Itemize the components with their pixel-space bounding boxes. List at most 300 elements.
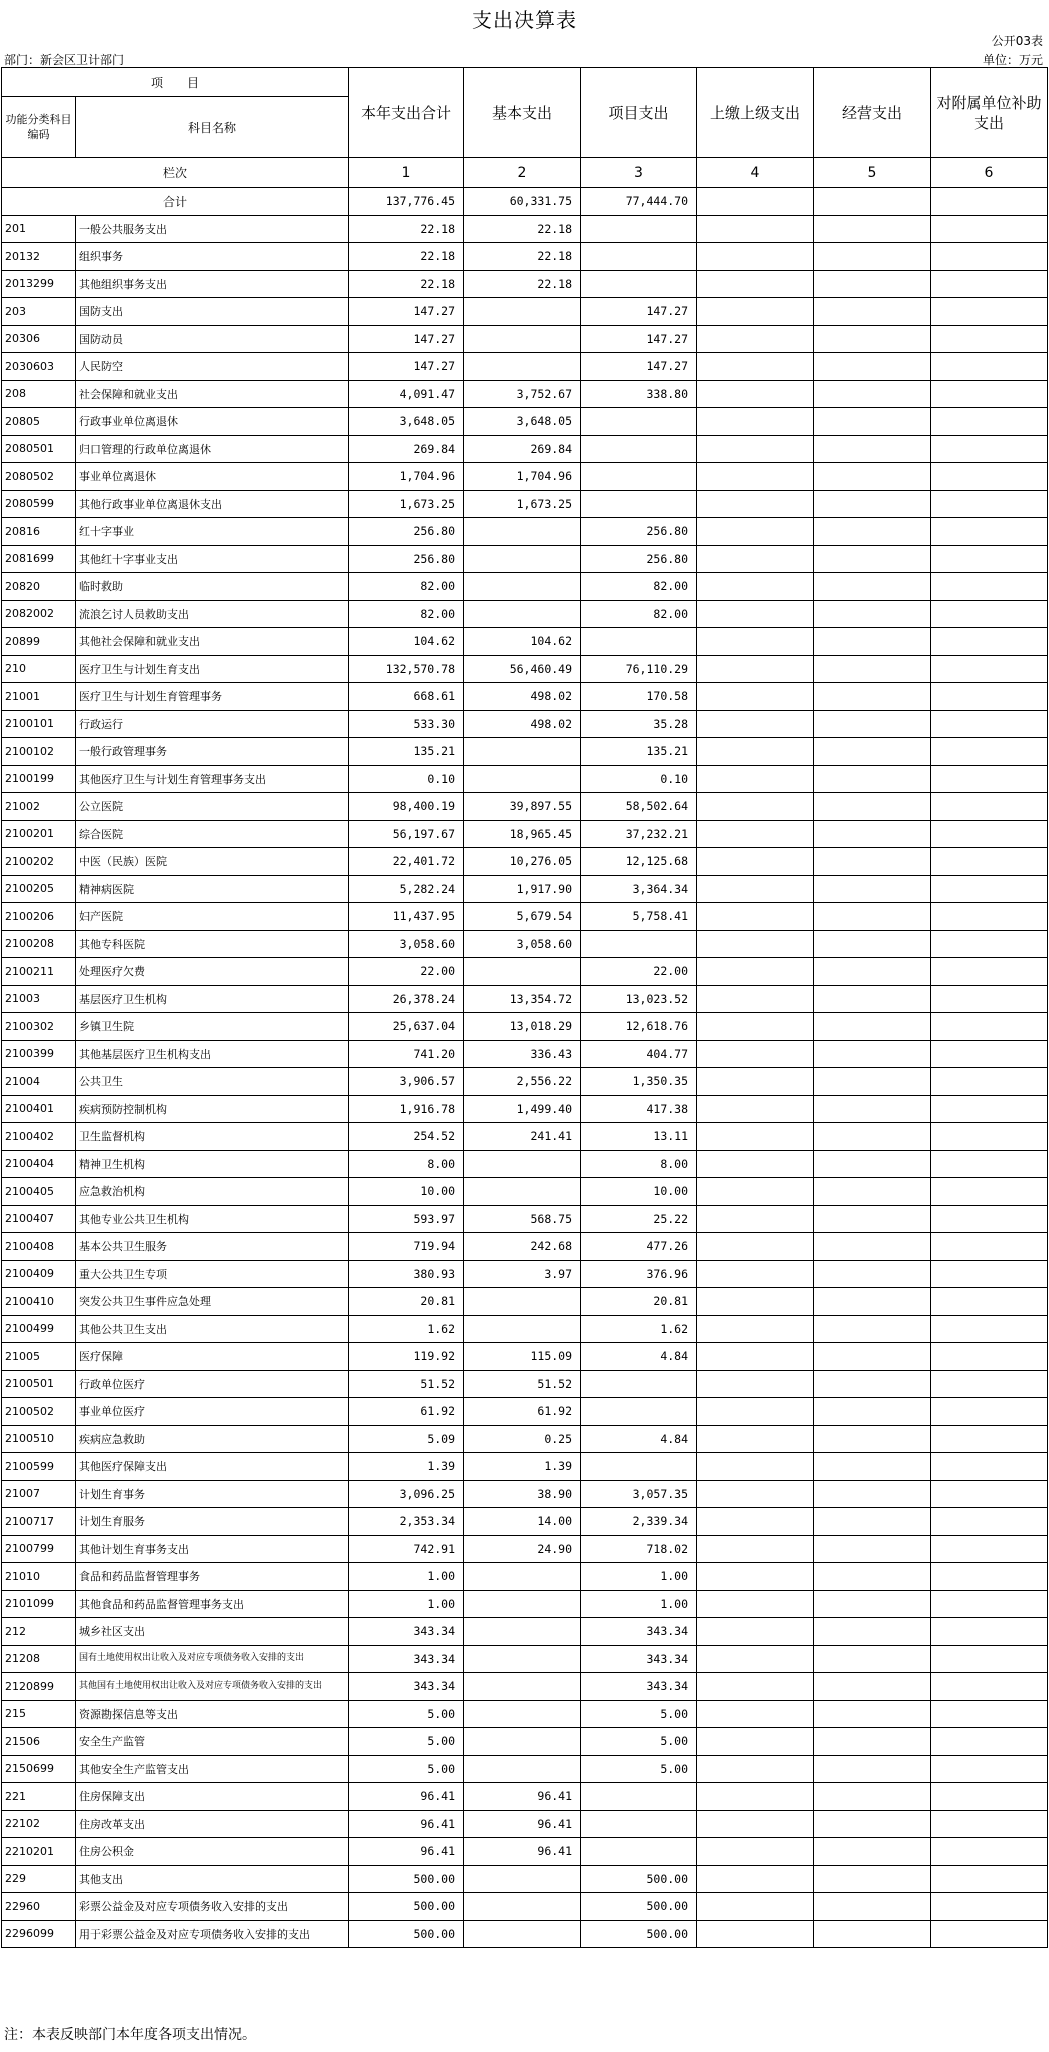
- empty-cell: [931, 1425, 1048, 1453]
- empty-cell: [697, 1865, 814, 1893]
- code-cell: 2100402: [2, 1123, 76, 1151]
- project-cell: 1.00: [581, 1590, 697, 1618]
- total-cell: 1,673.25: [349, 490, 464, 518]
- empty-cell: [931, 380, 1048, 408]
- empty-cell: [814, 1178, 931, 1206]
- name-cell: 行政事业单位离退休: [76, 408, 349, 436]
- name-cell: 计划生育事务: [76, 1480, 349, 1508]
- basic-cell: 241.41: [464, 1123, 581, 1151]
- total-cell: 343.34: [349, 1673, 464, 1701]
- empty-cell: [931, 518, 1048, 546]
- basic-cell: 13,018.29: [464, 1013, 581, 1041]
- code-cell: 2100302: [2, 1013, 76, 1041]
- project-cell: 58,502.64: [581, 793, 697, 821]
- table-row: [2, 848, 1048, 876]
- empty-cell: [814, 1590, 931, 1618]
- project-cell: 343.34: [581, 1673, 697, 1701]
- name-cell: 其他计划生育事务支出: [76, 1535, 349, 1563]
- table-number: 公开03表: [991, 34, 1043, 48]
- project-cell: 256.80: [581, 545, 697, 573]
- empty-cell: [814, 545, 931, 573]
- basic-cell: 10,276.05: [464, 848, 581, 876]
- empty-cell: [697, 683, 814, 711]
- table-row: [2, 1590, 1048, 1618]
- code-cell: 229: [2, 1865, 76, 1893]
- total-cell: 500.00: [349, 1865, 464, 1893]
- empty-cell: [931, 600, 1048, 628]
- name-cell: 住房改革支出: [76, 1810, 349, 1838]
- empty-cell: [697, 1645, 814, 1673]
- empty-cell: [697, 270, 814, 298]
- total-cell: 135.21: [349, 738, 464, 766]
- code-cell: 21005: [2, 1343, 76, 1371]
- total-cell: 96.41: [349, 1810, 464, 1838]
- empty-cell: [931, 1865, 1048, 1893]
- table-row: [2, 985, 1048, 1013]
- total-cell: 254.52: [349, 1123, 464, 1151]
- total-cell: 22.18: [349, 243, 464, 271]
- empty-cell: [814, 1343, 931, 1371]
- empty-cell: [697, 1673, 814, 1701]
- name-cell: 其他国有土地使用权出让收入及对应专项债务收入安排的支出: [76, 1673, 349, 1701]
- table-row: [2, 958, 1048, 986]
- empty-cell: [697, 1040, 814, 1068]
- table-row: [2, 1700, 1048, 1728]
- project-cell: 376.96: [581, 1260, 697, 1288]
- basic-cell: [464, 545, 581, 573]
- basic-cell: 3.97: [464, 1260, 581, 1288]
- table-row: [2, 1040, 1048, 1068]
- total-cell: 1.62: [349, 1315, 464, 1343]
- basic-cell: [464, 738, 581, 766]
- name-cell: 食品和药品监督管理事务: [76, 1563, 349, 1591]
- table-row: [2, 1865, 1048, 1893]
- total-cell: 343.34: [349, 1618, 464, 1646]
- empty-cell: [697, 1398, 814, 1426]
- code-cell: 20306: [2, 325, 76, 353]
- total-cell: 533.30: [349, 710, 464, 738]
- table-row: [2, 710, 1048, 738]
- empty-cell: [931, 1205, 1048, 1233]
- name-cell: 计划生育服务: [76, 1508, 349, 1536]
- name-cell: 临时救助: [76, 573, 349, 601]
- basic-cell: [464, 298, 581, 326]
- empty-cell: [931, 1150, 1048, 1178]
- empty-cell: [697, 793, 814, 821]
- name-cell: 行政运行: [76, 710, 349, 738]
- name-cell: 国防支出: [76, 298, 349, 326]
- code-cell: 21002: [2, 793, 76, 821]
- empty-cell: [814, 1865, 931, 1893]
- total-cell: 147.27: [349, 353, 464, 381]
- empty-cell: [814, 985, 931, 1013]
- project-cell: 2,339.34: [581, 1508, 697, 1536]
- table-row: [2, 1563, 1048, 1591]
- basic-cell: 56,460.49: [464, 655, 581, 683]
- col-num: 5: [814, 158, 931, 188]
- empty-cell: [814, 490, 931, 518]
- code-cell: 210: [2, 655, 76, 683]
- project-cell: 343.34: [581, 1645, 697, 1673]
- code-cell: 2013299: [2, 270, 76, 298]
- code-cell: 2100799: [2, 1535, 76, 1563]
- name-cell: 资源勘探信息等支出: [76, 1700, 349, 1728]
- project-cell: 147.27: [581, 298, 697, 326]
- total-cell: 742.91: [349, 1535, 464, 1563]
- table-row: [2, 1425, 1048, 1453]
- empty-cell: [697, 1233, 814, 1261]
- table-row: [2, 1535, 1048, 1563]
- code-cell: 2100101: [2, 710, 76, 738]
- project-cell: [581, 1783, 697, 1811]
- total-cell: 51.52: [349, 1370, 464, 1398]
- project-cell: 404.77: [581, 1040, 697, 1068]
- empty-cell: [931, 1755, 1048, 1783]
- header-project-expense: 项目支出: [581, 68, 697, 158]
- code-cell: 2080502: [2, 463, 76, 491]
- total-cell: 5.00: [349, 1728, 464, 1756]
- empty-cell: [931, 820, 1048, 848]
- header-total: 本年支出合计: [349, 68, 464, 158]
- empty-cell: [697, 848, 814, 876]
- empty-cell: [697, 298, 814, 326]
- col-num: 6: [931, 158, 1048, 188]
- code-cell: 208: [2, 380, 76, 408]
- project-cell: 82.00: [581, 600, 697, 628]
- basic-cell: 336.43: [464, 1040, 581, 1068]
- table-row: [2, 1893, 1048, 1921]
- empty-cell: [931, 1040, 1048, 1068]
- basic-cell: 3,648.05: [464, 408, 581, 436]
- empty-cell: [697, 325, 814, 353]
- name-cell: 其他食品和药品监督管理事务支出: [76, 1590, 349, 1618]
- name-cell: 公共卫生: [76, 1068, 349, 1096]
- empty-cell: [697, 1755, 814, 1783]
- col-num: 1: [349, 158, 464, 188]
- basic-cell: [464, 1563, 581, 1591]
- table-row: [2, 1123, 1048, 1151]
- empty-cell: [931, 490, 1048, 518]
- project-cell: [581, 1370, 697, 1398]
- project-cell: 4.84: [581, 1425, 697, 1453]
- empty-cell: [697, 930, 814, 958]
- project-cell: 10.00: [581, 1178, 697, 1206]
- total-cell: 2,353.34: [349, 1508, 464, 1536]
- total-cell: 741.20: [349, 1040, 464, 1068]
- project-cell: 22.00: [581, 958, 697, 986]
- total-cell: 5,282.24: [349, 875, 464, 903]
- table-row: [2, 1673, 1048, 1701]
- empty-cell: [931, 1535, 1048, 1563]
- basic-cell: 39,897.55: [464, 793, 581, 821]
- empty-cell: [931, 215, 1048, 243]
- name-cell: 其他组织事务支出: [76, 270, 349, 298]
- empty-cell: [931, 1618, 1048, 1646]
- name-cell: 一般公共服务支出: [76, 215, 349, 243]
- total-label: 合计: [2, 188, 349, 216]
- name-cell: 彩票公益金及对应专项债务收入安排的支出: [76, 1893, 349, 1921]
- table-row: [2, 573, 1048, 601]
- table-row: [2, 435, 1048, 463]
- empty-cell: [814, 1618, 931, 1646]
- project-cell: [581, 1398, 697, 1426]
- empty-cell: [697, 435, 814, 463]
- empty-cell: [931, 1700, 1048, 1728]
- project-cell: 718.02: [581, 1535, 697, 1563]
- unit-label: 单位：万元: [982, 53, 1043, 67]
- empty-cell: [931, 435, 1048, 463]
- table-row: [2, 1728, 1048, 1756]
- empty-cell: [814, 1480, 931, 1508]
- empty-cell: [697, 1920, 814, 1948]
- empty-cell: [697, 655, 814, 683]
- empty-cell: [697, 1810, 814, 1838]
- name-cell: 中医（民族）医院: [76, 848, 349, 876]
- code-cell: 2100502: [2, 1398, 76, 1426]
- table-header: [2, 68, 1048, 188]
- table-body: [2, 188, 1048, 1948]
- project-cell: 5.00: [581, 1728, 697, 1756]
- total-cell: 256.80: [349, 545, 464, 573]
- code-cell: 2210201: [2, 1838, 76, 1866]
- project-cell: 3,364.34: [581, 875, 697, 903]
- basic-cell: 96.41: [464, 1838, 581, 1866]
- code-cell: 215: [2, 1700, 76, 1728]
- empty-cell: [814, 435, 931, 463]
- name-cell: 突发公共卫生事件应急处理: [76, 1288, 349, 1316]
- name-cell: 行政单位医疗: [76, 1370, 349, 1398]
- empty-cell: [931, 683, 1048, 711]
- code-cell: 2100408: [2, 1233, 76, 1261]
- project-cell: 500.00: [581, 1920, 697, 1948]
- total-cell: 137,776.45: [349, 188, 464, 216]
- empty-cell: [814, 1370, 931, 1398]
- table-row: [2, 353, 1048, 381]
- project-cell: 147.27: [581, 325, 697, 353]
- project-cell: 170.58: [581, 683, 697, 711]
- empty-cell: [697, 1590, 814, 1618]
- total-cell: 22.18: [349, 270, 464, 298]
- empty-cell: [697, 490, 814, 518]
- empty-cell: [814, 1508, 931, 1536]
- table-row: [2, 270, 1048, 298]
- empty-cell: [697, 1343, 814, 1371]
- code-cell: 2100205: [2, 875, 76, 903]
- table-row: [2, 655, 1048, 683]
- empty-cell: [931, 1783, 1048, 1811]
- name-cell: 一般行政管理事务: [76, 738, 349, 766]
- empty-cell: [814, 820, 931, 848]
- basic-cell: [464, 1178, 581, 1206]
- empty-cell: [931, 1893, 1048, 1921]
- empty-cell: [814, 518, 931, 546]
- project-cell: 338.80: [581, 380, 697, 408]
- project-cell: 1.00: [581, 1563, 697, 1591]
- empty-cell: [814, 325, 931, 353]
- basic-cell: 242.68: [464, 1233, 581, 1261]
- empty-cell: [814, 1150, 931, 1178]
- total-cell: 3,096.25: [349, 1480, 464, 1508]
- table-row: [2, 1205, 1048, 1233]
- project-cell: 35.28: [581, 710, 697, 738]
- name-cell: 住房保障支出: [76, 1783, 349, 1811]
- total-cell: 380.93: [349, 1260, 464, 1288]
- empty-cell: [814, 1288, 931, 1316]
- empty-cell: [931, 1453, 1048, 1481]
- project-cell: 13,023.52: [581, 985, 697, 1013]
- empty-cell: [814, 793, 931, 821]
- empty-cell: [697, 628, 814, 656]
- name-cell: 国有土地使用权出让收入及对应专项债务收入安排的支出: [76, 1645, 349, 1673]
- empty-cell: [814, 1095, 931, 1123]
- basic-cell: [464, 573, 581, 601]
- project-cell: 5.00: [581, 1700, 697, 1728]
- table-row: [2, 1260, 1048, 1288]
- table-row: [2, 765, 1048, 793]
- code-cell: 20899: [2, 628, 76, 656]
- table-row: [2, 463, 1048, 491]
- empty-cell: [814, 463, 931, 491]
- name-cell: 事业单位医疗: [76, 1398, 349, 1426]
- table-row: [2, 1810, 1048, 1838]
- table-row: [2, 1508, 1048, 1536]
- empty-cell: [697, 215, 814, 243]
- name-cell: 综合医院: [76, 820, 349, 848]
- project-cell: [581, 215, 697, 243]
- empty-cell: [931, 463, 1048, 491]
- project-cell: [581, 408, 697, 436]
- empty-cell: [697, 1728, 814, 1756]
- code-cell: 2100510: [2, 1425, 76, 1453]
- project-cell: 37,232.21: [581, 820, 697, 848]
- total-cell: 8.00: [349, 1150, 464, 1178]
- table-row: [2, 628, 1048, 656]
- project-cell: [581, 628, 697, 656]
- empty-cell: [814, 1783, 931, 1811]
- code-cell: 21003: [2, 985, 76, 1013]
- empty-cell: [931, 298, 1048, 326]
- empty-cell: [931, 1920, 1048, 1948]
- project-cell: [581, 463, 697, 491]
- code-cell: 21506: [2, 1728, 76, 1756]
- code-cell: 2100208: [2, 930, 76, 958]
- project-cell: [581, 1810, 697, 1838]
- name-cell: 其他支出: [76, 1865, 349, 1893]
- empty-cell: [814, 1315, 931, 1343]
- table-row: [2, 820, 1048, 848]
- code-cell: 2100102: [2, 738, 76, 766]
- name-cell: 妇产医院: [76, 903, 349, 931]
- project-cell: [581, 435, 697, 463]
- name-cell: 医疗保障: [76, 1343, 349, 1371]
- basic-cell: [464, 1590, 581, 1618]
- project-cell: 25.22: [581, 1205, 697, 1233]
- name-cell: 其他行政事业单位离退休支出: [76, 490, 349, 518]
- empty-cell: [814, 1893, 931, 1921]
- project-cell: [581, 1838, 697, 1866]
- name-cell: 卫生监督机构: [76, 1123, 349, 1151]
- empty-cell: [697, 1370, 814, 1398]
- basic-cell: 3,058.60: [464, 930, 581, 958]
- code-cell: 2100499: [2, 1315, 76, 1343]
- project-cell: 500.00: [581, 1893, 697, 1921]
- empty-cell: [931, 1178, 1048, 1206]
- total-cell: 147.27: [349, 325, 464, 353]
- empty-cell: [931, 1508, 1048, 1536]
- basic-cell: [464, 325, 581, 353]
- code-cell: 2100717: [2, 1508, 76, 1536]
- empty-cell: [697, 1013, 814, 1041]
- empty-cell: [814, 188, 931, 216]
- empty-cell: [697, 958, 814, 986]
- total-cell: 719.94: [349, 1233, 464, 1261]
- name-cell: 用于彩票公益金及对应专项债务收入安排的支出: [76, 1920, 349, 1948]
- table-row: [2, 1068, 1048, 1096]
- code-cell: 22960: [2, 1893, 76, 1921]
- name-cell: 其他公共卫生支出: [76, 1315, 349, 1343]
- total-cell: 593.97: [349, 1205, 464, 1233]
- department-label: 部门：新会区卫计部门: [4, 53, 125, 67]
- empty-cell: [931, 270, 1048, 298]
- project-cell: 20.81: [581, 1288, 697, 1316]
- project-cell: 135.21: [581, 738, 697, 766]
- empty-cell: [697, 1480, 814, 1508]
- total-cell: 256.80: [349, 518, 464, 546]
- empty-cell: [931, 243, 1048, 271]
- total-cell: 668.61: [349, 683, 464, 711]
- project-cell: 343.34: [581, 1618, 697, 1646]
- name-cell: 其他医疗保障支出: [76, 1453, 349, 1481]
- basic-cell: 1,917.90: [464, 875, 581, 903]
- total-cell: 22.18: [349, 215, 464, 243]
- empty-cell: [814, 1233, 931, 1261]
- basic-cell: [464, 1755, 581, 1783]
- empty-cell: [814, 380, 931, 408]
- name-cell: 医疗卫生与计划生育支出: [76, 655, 349, 683]
- empty-cell: [931, 1123, 1048, 1151]
- total-cell: 1.00: [349, 1563, 464, 1591]
- code-cell: 2030603: [2, 353, 76, 381]
- name-cell: 其他医疗卫生与计划生育管理事务支出: [76, 765, 349, 793]
- code-cell: 20820: [2, 573, 76, 601]
- total-cell: 3,058.60: [349, 930, 464, 958]
- name-cell: 安全生产监管: [76, 1728, 349, 1756]
- empty-cell: [814, 408, 931, 436]
- total-cell: 98,400.19: [349, 793, 464, 821]
- name-cell: 精神病医院: [76, 875, 349, 903]
- table-row: [2, 380, 1048, 408]
- code-cell: 2100405: [2, 1178, 76, 1206]
- basic-cell: 22.18: [464, 243, 581, 271]
- code-cell: 2150699: [2, 1755, 76, 1783]
- basic-cell: 61.92: [464, 1398, 581, 1426]
- empty-cell: [931, 710, 1048, 738]
- total-cell: 20.81: [349, 1288, 464, 1316]
- basic-cell: [464, 1645, 581, 1673]
- code-cell: 2081699: [2, 545, 76, 573]
- total-cell: 1.39: [349, 1453, 464, 1481]
- table-row: [2, 793, 1048, 821]
- empty-cell: [697, 380, 814, 408]
- total-cell: 5.00: [349, 1700, 464, 1728]
- total-cell: 26,378.24: [349, 985, 464, 1013]
- basic-cell: [464, 1920, 581, 1948]
- table-row: [2, 1453, 1048, 1481]
- table-row: [2, 243, 1048, 271]
- empty-cell: [697, 1260, 814, 1288]
- basic-cell: [464, 1150, 581, 1178]
- empty-cell: [697, 875, 814, 903]
